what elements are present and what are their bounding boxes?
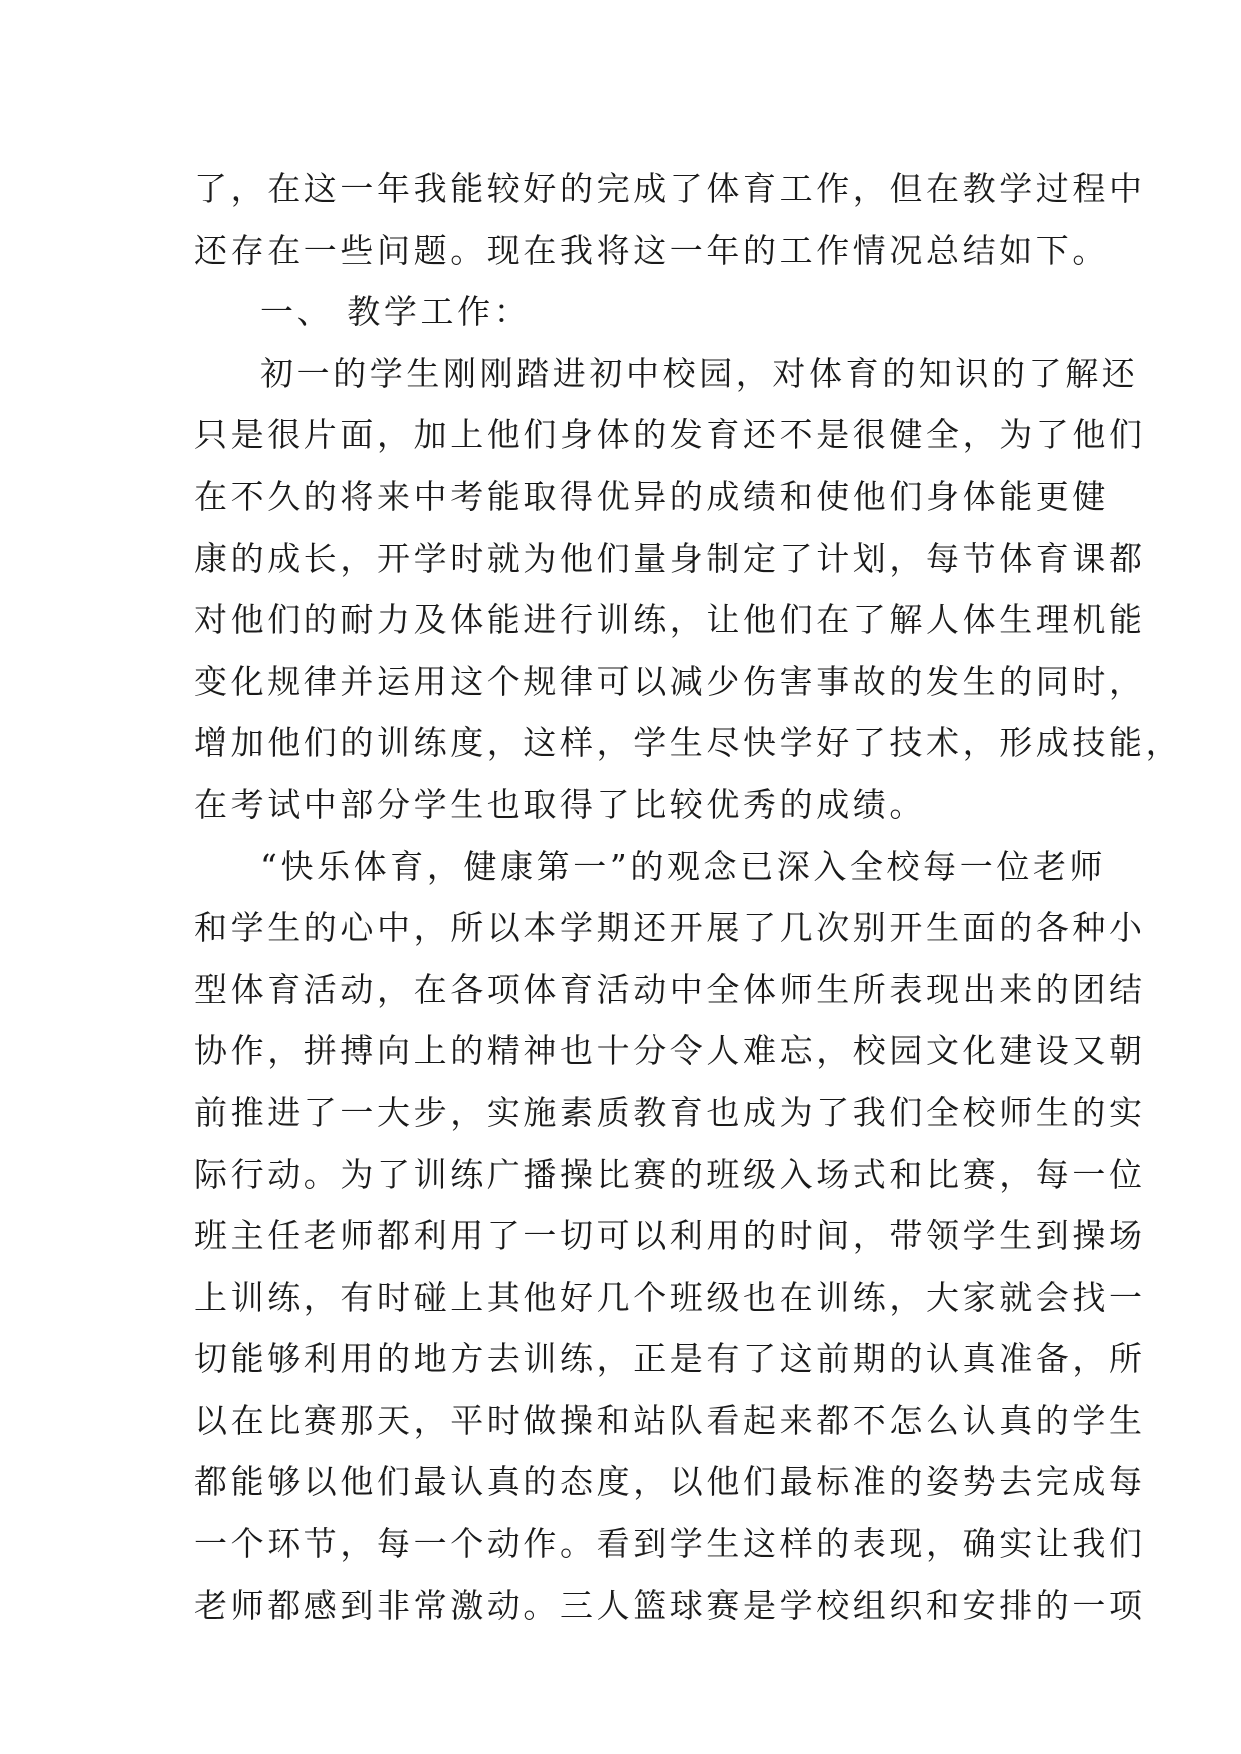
text-line: 对他们的耐力及体能进行训练，让他们在了解人体生理机能 bbox=[194, 600, 1146, 640]
text-line: 康的成长，开学时就为他们量身制定了计划，每节体育课都 bbox=[194, 538, 1146, 578]
document-body bbox=[194, 158, 1183, 1636]
text-line: 只是很片面，加上他们身体的发育还不是很健全，为了他们 bbox=[194, 415, 1146, 455]
paragraph-start-line: “快乐体育，健康第一”的观念已深入全校每一位老师 bbox=[260, 846, 1107, 886]
paragraph-start-line: 初一的学生刚刚踏进初中校园，对体育的知识的了解还 bbox=[260, 353, 1139, 393]
text-line: 和学生的心中，所以本学期还开展了几次别开生面的各种小 bbox=[194, 908, 1146, 948]
text-line: 协作，拼搏向上的精神也十分令人难忘，校园文化建设又朝 bbox=[194, 1031, 1146, 1071]
text-line: 增加他们的训练度，这样，学生尽快学好了技术，形成技能， bbox=[194, 723, 1183, 763]
text-line: 老师都感到非常激动。三人篮球赛是学校组织和安排的一项 bbox=[194, 1585, 1146, 1625]
text-line: 变化规律并运用这个规律可以减少伤害事故的发生的同时， bbox=[194, 661, 1146, 701]
text-line: 一个环节，每一个动作。看到学生这样的表现，确实让我们 bbox=[194, 1524, 1146, 1564]
text-line: 型体育活动，在各项体育活动中全体师生所表现出来的团结 bbox=[194, 969, 1146, 1009]
text-line: 际行动。为了训练广播操比赛的班级入场式和比赛，每一位 bbox=[194, 1154, 1146, 1194]
text-line: 班主任老师都利用了一切可以利用的时间，带领学生到操场 bbox=[194, 1216, 1146, 1256]
text-line: 上训练，有时碰上其他好几个班级也在训练，大家就会找一 bbox=[194, 1277, 1146, 1317]
text-line: 在考试中部分学生也取得了比较优秀的成绩。 bbox=[194, 784, 926, 824]
section-heading: 一、 教学工作： bbox=[260, 292, 531, 332]
text-line: 前推进了一大步，实施素质教育也成为了我们全校师生的实 bbox=[194, 1092, 1146, 1132]
text-line: 在不久的将来中考能取得优异的成绩和使他们身体能更健 bbox=[194, 476, 1109, 516]
text-line: 切能够利用的地方去训练，正是有了这前期的认真准备，所 bbox=[194, 1339, 1146, 1379]
text-line: 都能够以他们最认真的态度，以他们最标准的姿势去完成每 bbox=[194, 1462, 1146, 1502]
text-line: 了，在这一年我能较好的完成了体育工作，但在教学过程中 bbox=[194, 169, 1146, 208]
text-line: 还存在一些问题。现在我将这一年的工作情况总结如下。 bbox=[194, 230, 1109, 270]
text-line: 以在比赛那天，平时做操和站队看起来都不怎么认真的学生 bbox=[194, 1400, 1146, 1440]
